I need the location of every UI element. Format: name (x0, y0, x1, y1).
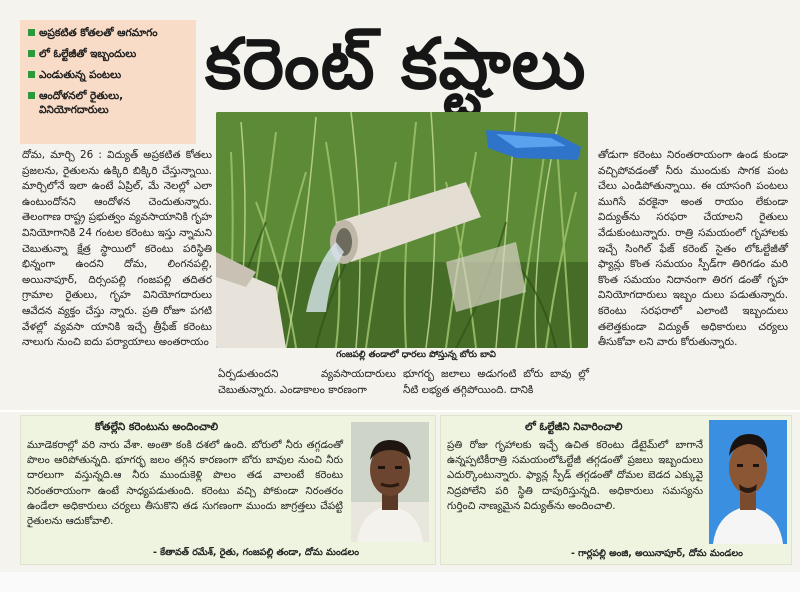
article-column-1: దోమ, మార్చి 26 : విద్యుత్ అప్రకటిత కోతలు ప్రజలను, రైతులను ఉక్కిరి బిక్కిరి చేస్తున్నాయి. మార్చిలోనే ఇలా ఉంటే ఏప్రిల్, మే నెలల్లో ఎలా ఉంటుందోనని ఆందోళన చెందుతున్నారు. తెలంగాణ రాష్ట్ర ప్రభుత్వం వ్యవసాయానికి గృహ వినియోగానికి 24 గంటల కరెంటు ఇస్తు న్నామని చెబుతున్నా క్షేత్ర స్థాయిలో కరెంటు పరిస్థితి భిన్నంగా ఉందని దోమ, లింగనపల్లి, అయినాపూర్, దిర్సంపల్లి గంజపల్లి తదితర గ్రామాల రైతులు, గృహ వినియోగదారులు ఆవేదన వ్యక్తం చేస్తు న్నారు. ప్రతి రోజూ పగటి వేళల్లో వ్యవసా యానికి ఇచ్చే త్రీఫేజ్ కరెంటు నాలుగు నుంచి ఐదు పర్యాయాలు అంతరాయం (22, 149, 212, 349)
article-column-2a: ఏర్పడుతుందని వ్యవసాయదారులు చెబుతున్నారు. ఎండాకాలం కారణంగా (218, 368, 396, 396)
photo-caption: గంజపల్లి తండాలో ధారలు పోస్తున్న బోరు బావి (336, 350, 496, 360)
quote-body: మూడెకరాల్లో వరి నారు వేశా. అంతా కంకి దశలో ఉంది. బోరులో నీరు తగ్గడంతో పొలం ఆరిపోతున్నది. భూగర్భ జలం తగ్గిన కారణంగా బోరు బావుల నుంచి నీరు దారలుగా వస్తున్నది.ఆ నీరు ముందుకెళ్లి పొలం తడ వాలంటే కరెంటు నిరంతరాయంగా ఉంటే సాధ్యపడుతుంది. కరెంటు వచ్చి పోకుండా నిరంతరం ఉండేలా అధికారులు చర్యలు తీసుకొని తడ సుగణంగా ముందు జాగ్రత్తలు చేపట్టి రైతులను ఆదుకోవాలి. (27, 440, 343, 528)
quote-box-consumer (440, 415, 792, 565)
highlight-item: అప్రకటిత కోతలతో ఆగమాగం (28, 26, 188, 40)
headline: కరెంట్ కష్టాలు (205, 23, 587, 105)
highlight-item: ఎండుతున్న పంటలు (28, 68, 188, 82)
quote-title: కోతల్లేని కరెంటును అందించాలి (95, 421, 219, 433)
grass-borewell-illustration (216, 112, 588, 348)
section-divider (0, 410, 800, 412)
consumer-portrait (709, 420, 787, 544)
quote-signature: - కేతావత్ రమేశ్, రైతు, గంజపల్లి తండా, దోమ మండలం (153, 547, 360, 558)
highlight-item: ఆందోళనలో రైతులు, వినియోగదారులు (28, 89, 188, 117)
highlight-item: లో ఓల్టేజీతో ఇబ్బందులు (28, 47, 188, 61)
quote-box-farmer (20, 415, 436, 565)
highlights-box (20, 20, 196, 144)
article-column-3: తోడుగా కరెంటు నిరంతరాయంగా ఉండ కుండా వచ్చిపోవడంతో నీరు ముందుకు సాగక పంట చేలు ఎండిపోతున్నాయి. ఈ యాసంగి పంటలు ముగిసే వరకైనా అంత రాయం లేకుండా విద్యుత్‌ను సరఫరా చేయాలని రైతులు వేడుకుంటున్నారు. రాత్రి సమయంలో గృహాలకు ఇచ్చే సింగిల్ ఫేజ్ కరెంట్ సైతం లోఓల్టేజీతో ఫ్యాన్లు కొంత సమయం స్పీడ్‌గా తిరిగడం మరి కొంత సమయం నిదానంగా తిరగ డంతో గృహ వినియోగదారులు ఇబ్బం దులు పడుతున్నారు. కరెంటు సరఫరాలో ఎలాంటి ఇబ్బందులు తలెత్తకుండా విద్యుత్ అధికారులు చర్యలు తీసుకోవా లని వారు కోరుతున్నారు. (598, 149, 788, 349)
borewell-photo (216, 112, 588, 348)
footer-strip (0, 572, 800, 592)
quote-title: లో ఓల్టేజీని నివారించాలి (525, 421, 623, 433)
quote-body: ప్రతి రోజు గృహాలకు ఇచ్చే ఉచిత కరెంటు డేటైమ్‌లో బాగానే ఉన్నప్పటికీరాత్రి సమయంలోఓల్టేజీ తగ్గడంతో ప్రజలు ఇబ్బందులు ఎదుర్కొంటున్నారు. ఫ్యాన్ల స్పీడ్ తగ్గడంతో దోమల బెడద ఎక్కువై నిద్రపోలేని పరి స్థితి దాపురిస్తున్నది. అధికారులు సమస్యను గుర్తించి నాణ్యమైన విద్యుత్‌ను అందించాలి. (447, 440, 703, 512)
article-column-2b: భూగర్భ జలాలు అడుగంటి బోరు బావు ల్లో నీటి లభ్యత తగ్గిపోయింది. దానికి (403, 368, 589, 396)
quote-signature: - గార్లపల్లి అంజి, అయినాపూర్, దోమ మండలం (571, 548, 743, 559)
farmer-portrait (351, 422, 429, 542)
